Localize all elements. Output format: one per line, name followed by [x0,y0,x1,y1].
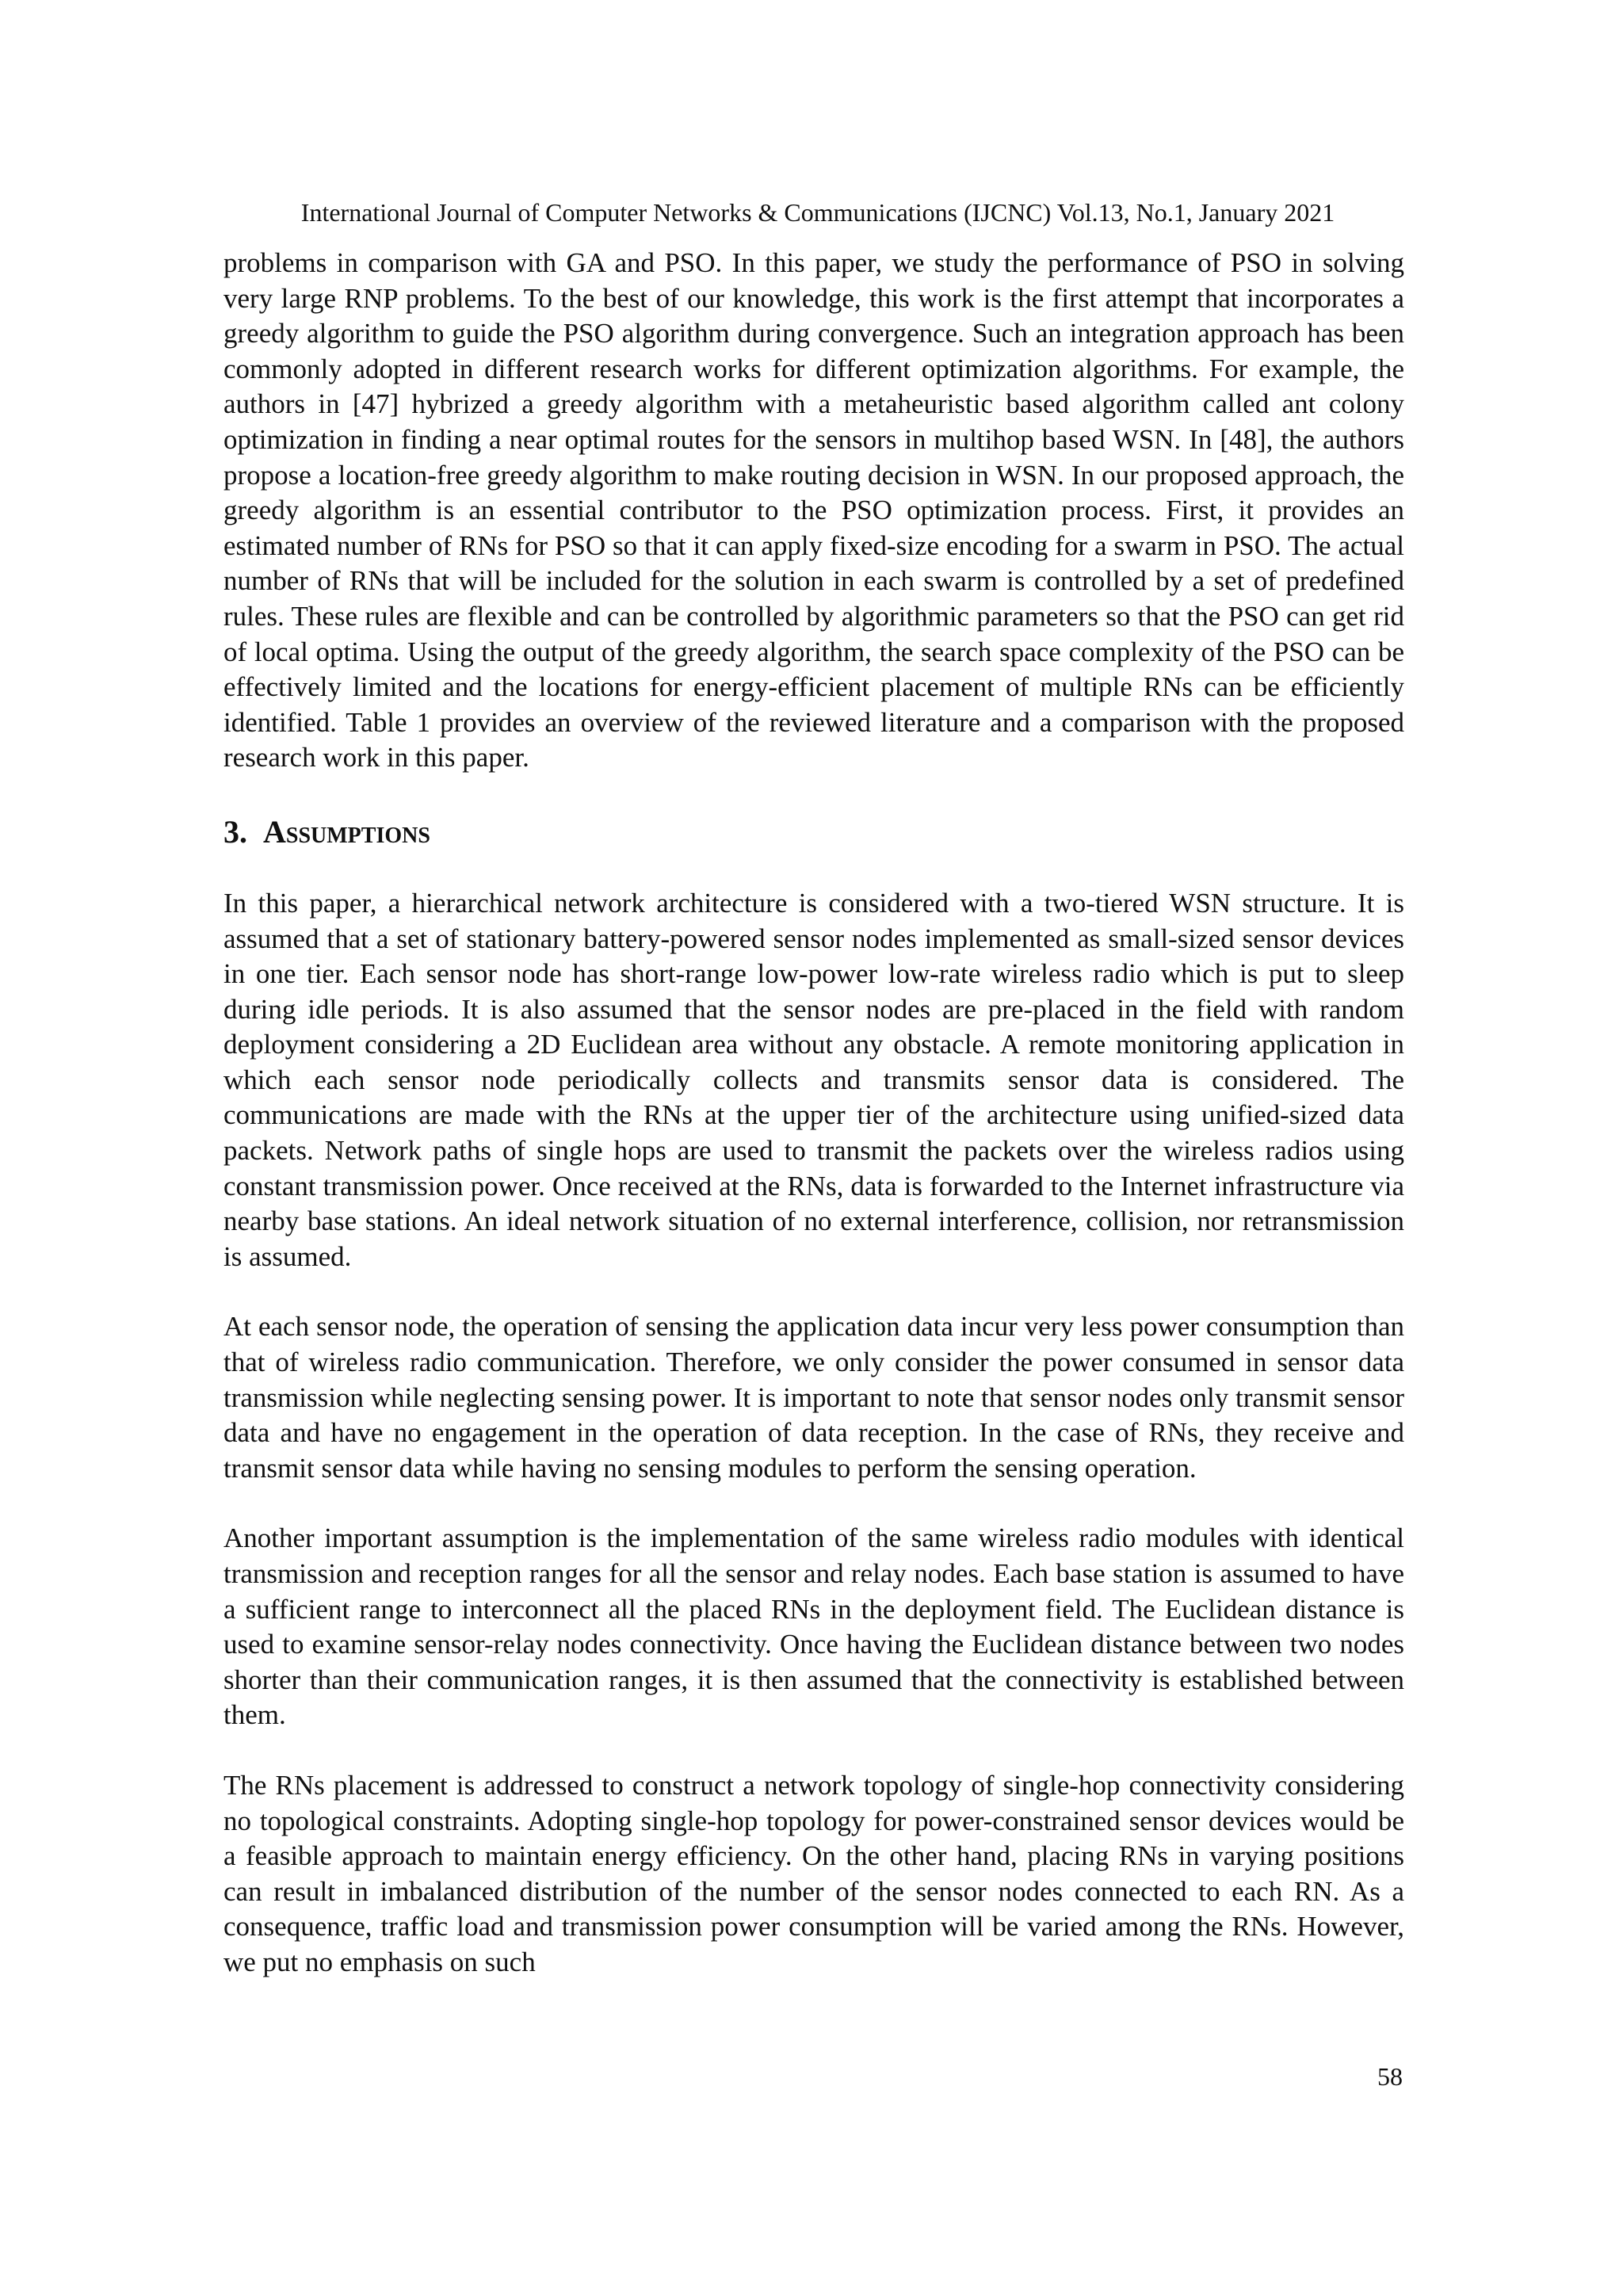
paragraph-intro-continuation: problems in comparison with GA and PSO. In this paper, we study the performance of PSO in solving very large RNP problems. To the best of our knowledge, this work is the first attempt that incorporates a greedy algorithm to guide the PSO algorithm during convergence. Such an integration approach has been commonly adopted in different research works for different optimization algorithms. For example, the authors in [47] hybrized a greedy algorithm with a metaheuristic based algorithm called ant colony optimization in finding a near optimal routes for the sensors in multihop based WSN. In [48], the authors propose a location-free greedy algorithm to make routing decision in WSN. In our proposed approach, the greedy algorithm is an essential contributor to the PSO optimization process. First, it provides an estimated number of RNs for PSO so that it can apply fixed-size encoding for a swarm in PSO. The actual number of RNs that will be included for the solution in each swarm is controlled by a set of predefined rules. These rules are flexible and can be controlled by algorithmic parameters so that the PSO can get rid of local optima. Using the output of the greedy algorithm, the search space complexity of the PSO can be effectively limited and the locations for energy-efficient placement of multiple RNs can be efficiently identified. Table 1 provides an overview of the reviewed literature and a comparison with the proposed research work in this paper. [223,247,1404,774]
running-header: International Journal of Computer Networks & Communications (IJCNC) Vol.13, No.1, January 2021 [300,198,1335,227]
section-title: Assumptions [263,813,430,850]
paragraph-architecture: In this paper, a hierarchical network architecture is considered with a two-tiered WSN structure. It is assumed that a set of stationary battery-powered sensor nodes implemented as small-sized sensor devices in one tier. Each sensor node has short-range low-power low-rate wireless radio which is put to sleep during idle periods. It is also assumed that the sensor nodes are pre-placed in the field with random deployment considering a 2D Euclidean area without any obstacle. A remote monitoring application in which each sensor node periodically collects and transmits sensor data is considered. The communications are made with the RNs at the upper tier of the architecture using unified-sized data packets. Network paths of single hops are used to transmit the packets over the wireless radios using constant transmission power. Once received at the RNs, data is forwarded to the Internet infrastructure via nearby base stations. An ideal network situation of no external interference, collision, nor retransmission is assumed. [223,887,1404,1272]
paragraph-rn-placement: The RNs placement is addressed to construct a network topology of single-hop connectivity considering no topological constraints. Adopting single-hop topology for power-constrained sensor devices would be a feasible approach to maintain energy efficiency. On the other hand, placing RNs in varying positions can result in imbalanced distribution of the number of the sensor nodes connected to each RN. As a consequence, traffic load and transmission power consumption will be varied among the RNs. However, we put no emphasis on such [223,1769,1404,1977]
paragraph-sensing-power: At each sensor node, the operation of sensing the application data incur very less power consumption than that of wireless radio communication. Therefore, we only consider the power consumed in sensor data transmission while neglecting sensing power. It is important to note that sensor nodes only transmit sensor data and have no engagement in the operation of data reception. In the case of RNs, they receive and transmit sensor data while having no sensing modules to perform the sensing operation. [223,1311,1404,1484]
section-heading [223,813,1404,851]
paragraph-radio-modules: Another important assumption is the implementation of the same wireless radio modules with identical transmission and reception ranges for all the sensor and relay nodes. Each base station is assumed to have a sufficient range to interconnect all the placed RNs in the deployment field. The Euclidean distance is used to examine sensor-relay nodes connectivity. Once having the Euclidean distance between two nodes shorter than their communication ranges, it is then assumed that the connectivity is established between them. [223,1522,1404,1731]
body-text [223,246,1404,1981]
page-number: 58 [1377,2062,1403,2091]
section-number: 3. [223,813,247,850]
